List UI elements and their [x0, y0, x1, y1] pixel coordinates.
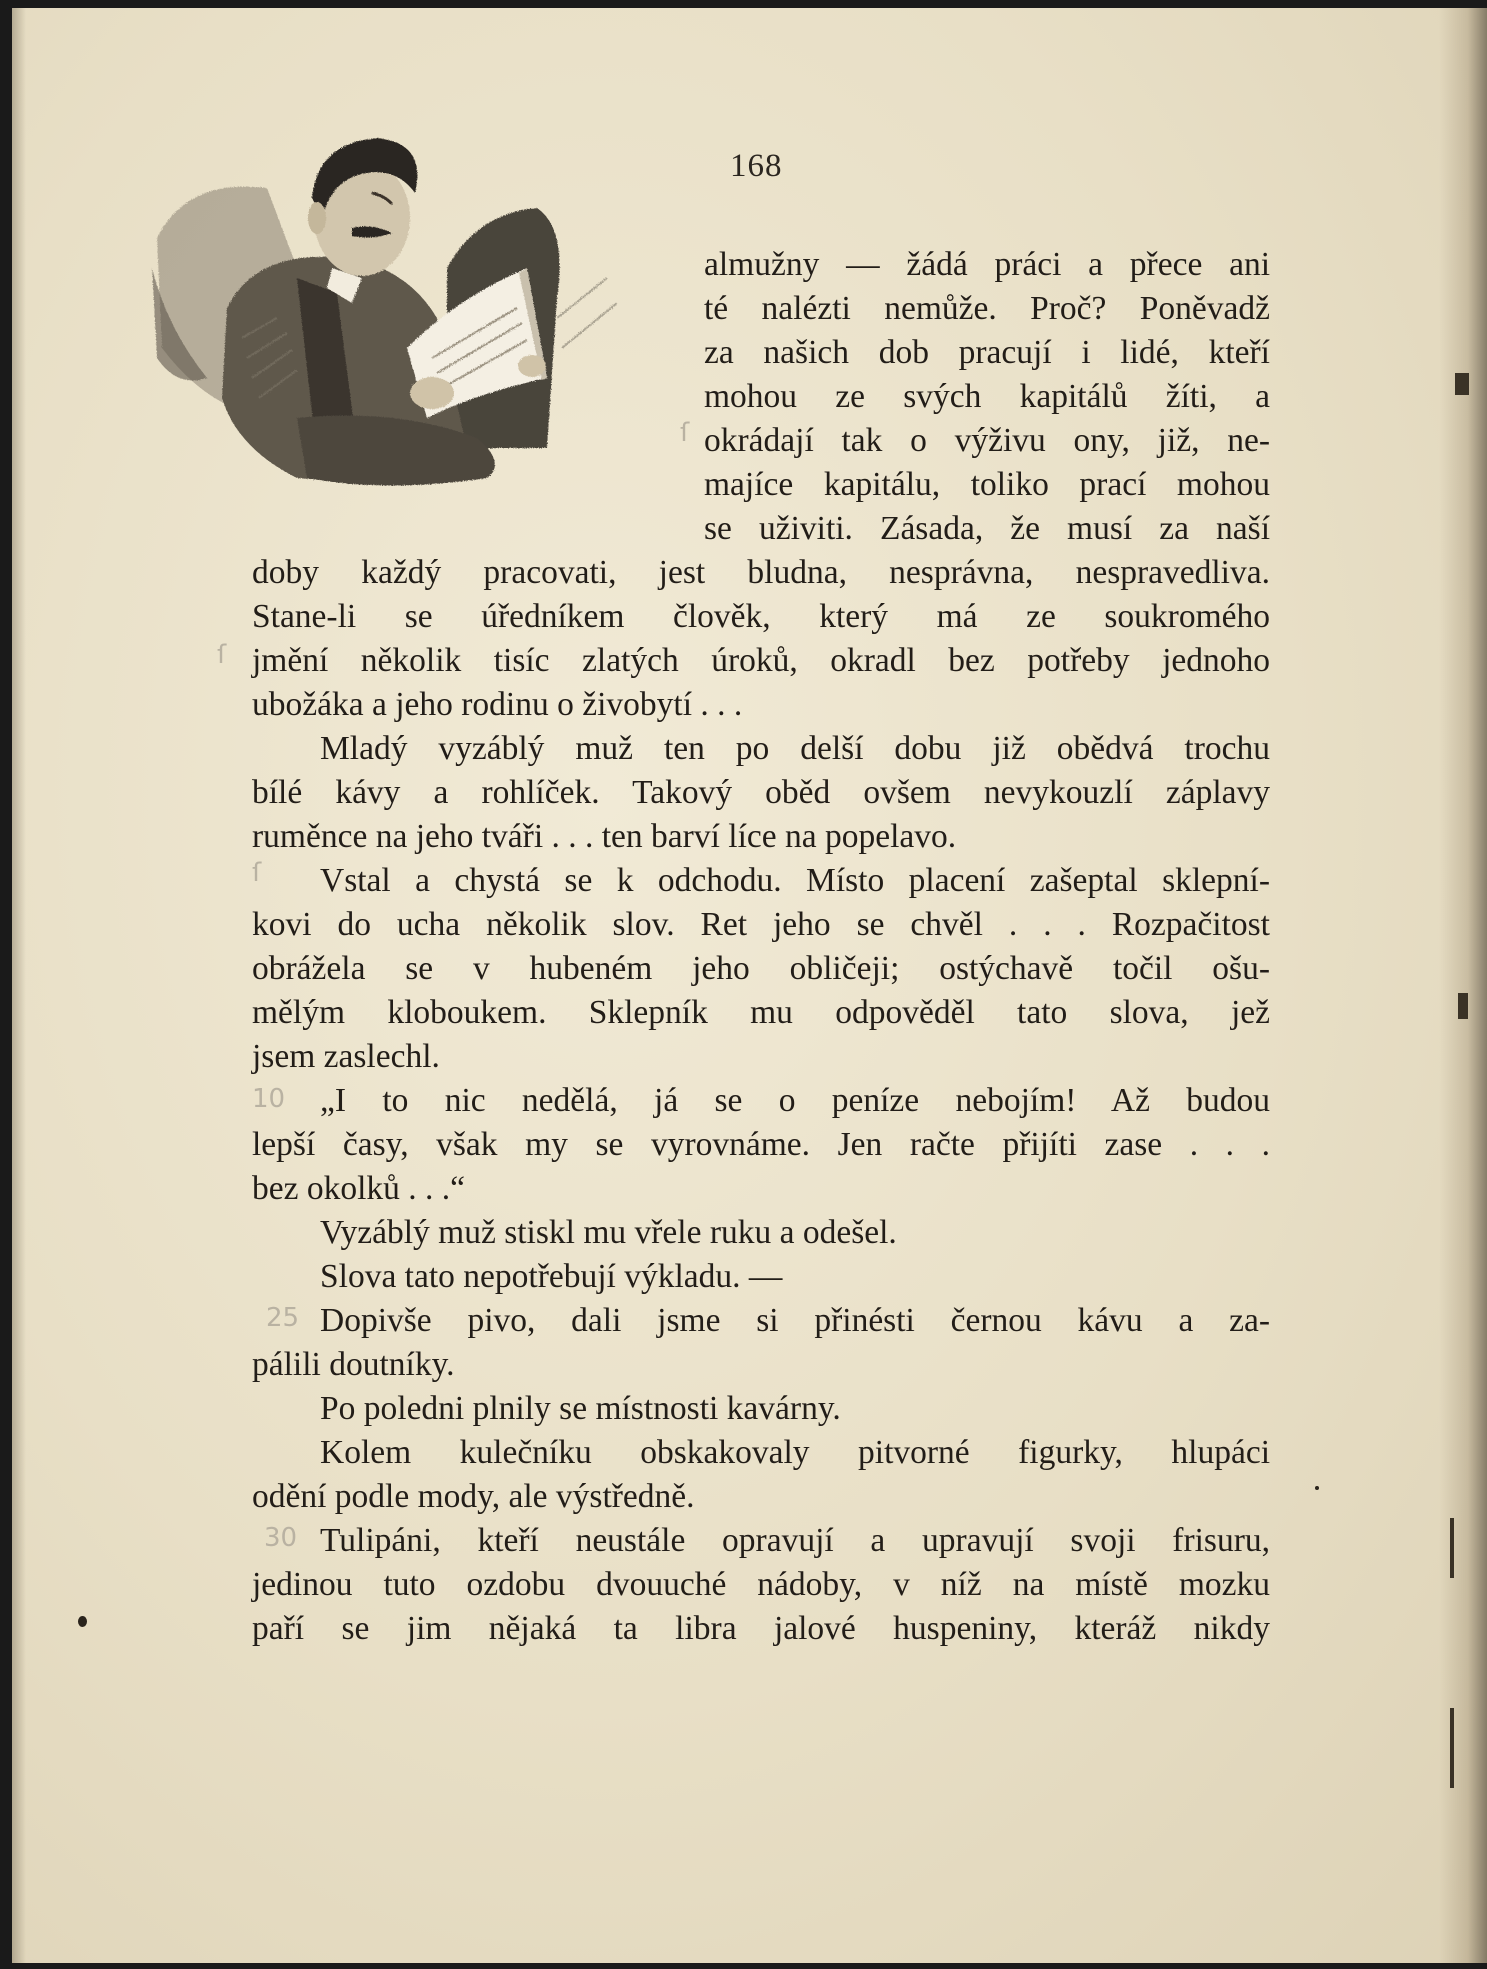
text-line: ruměnce na jeho tváři . . . ten barví líce na popelavo. [252, 818, 957, 855]
text-line: kovi do ucha několik slov. Ret jeho se chvěl . . . Rozpačitost [252, 906, 1270, 943]
text-line: majíce kapitálu, toliko prací mohou [704, 466, 1270, 503]
book-page [12, 8, 1487, 1963]
text-line: Vstal a chystá se k odchodu. Místo placení zašeptal sklepní- [320, 862, 1270, 899]
text-line: Stane-li se úředníkem člověk, který má ze soukromého [252, 598, 1270, 635]
text-line: almužny — žádá práci a přece ani [704, 246, 1270, 283]
text-line: bez okolků . . .“ [252, 1170, 466, 1207]
text-line: lepší časy, však my se vyrovnáme. Jen račte přijíti zase . . . [252, 1126, 1270, 1163]
text-line: Kolem kulečníku obskakovaly pitvorné figurky, hlupáci [320, 1434, 1270, 1471]
page-left-shadow [12, 8, 26, 1963]
text-line: se uživiti. Zásada, že musí za naší [704, 510, 1270, 547]
text-line: pálili doutníky. [252, 1346, 455, 1383]
text-line: Mladý vyzáblý muž ten po delší dobu již obědvá trochu [320, 730, 1270, 767]
text-line: jsem zaslechl. [252, 1038, 440, 1075]
text-line: mohou ze svých kapitálů žíti, a [704, 378, 1270, 415]
page-number: 168 [730, 148, 783, 184]
margin-number: 25 [266, 1303, 300, 1333]
edge-mark [1458, 993, 1468, 1019]
margin-mark: ſ [217, 640, 227, 670]
margin-mark: ſ [252, 858, 262, 888]
edge-mark [1450, 1518, 1454, 1578]
edge-mark [1455, 373, 1469, 395]
man-reading-newspaper-illustration [147, 118, 692, 498]
text-line: Tulipáni, kteří neustále opravují a upravují svoji frisuru, [320, 1522, 1270, 1559]
margin-number: 30 [264, 1523, 298, 1553]
text-line: „I to nic nedělá, já se o peníze nebojím! Až budou [320, 1082, 1270, 1119]
ink-speck [1315, 1486, 1319, 1490]
text-line: Po poledni plnily se místnosti kavárny. [320, 1390, 841, 1427]
text-line: okrádají tak o výživu ony, již, ne- [704, 422, 1270, 459]
text-line: bílé kávy a rohlíček. Takový oběd ovšem nevykouzlí záplavy [252, 774, 1270, 811]
text-line: za našich dob pracují i lidé, kteří [704, 334, 1270, 371]
page-right-edge [1439, 8, 1487, 1963]
text-line: odění podle mody, ale výstředně. [252, 1478, 695, 1515]
text-line: ubožáka a jeho rodinu o živobytí . . . [252, 686, 743, 723]
text-line: mělým kloboukem. Sklepník mu odpověděl tato slova, jež [252, 994, 1270, 1031]
margin-number: 10 [252, 1084, 286, 1114]
text-line: jedinou tuto ozdobu dvouuché nádoby, v níž na místě mozku [252, 1566, 1270, 1603]
text-line: doby každý pracovati, jest bludna, nesprávna, nespravedliva. [252, 554, 1270, 591]
text-line: jmění několik tisíc zlatých úroků, okradl bez potřeby jednoho [252, 642, 1270, 679]
text-line: té nalézti nemůže. Proč? Poněvadž [704, 290, 1270, 327]
text-line: obrážela se v hubeném jeho obličeji; ostýchavě točil ošu- [252, 950, 1270, 987]
text-line: Dopivše pivo, dali jsme si přinésti černou kávu a za- [320, 1302, 1270, 1339]
text-line: Vyzáblý muž stiskl mu vřele ruku a odešel. [320, 1214, 897, 1251]
edge-mark [1450, 1708, 1454, 1788]
text-line: paří se jim nějaká ta libra jalové huspeniny, kteráž nikdy [252, 1610, 1270, 1647]
margin-mark: ſ [680, 418, 690, 448]
text-line: Slova tato nepotřebují výkladu. — [320, 1258, 783, 1295]
ink-speck [78, 1616, 87, 1627]
